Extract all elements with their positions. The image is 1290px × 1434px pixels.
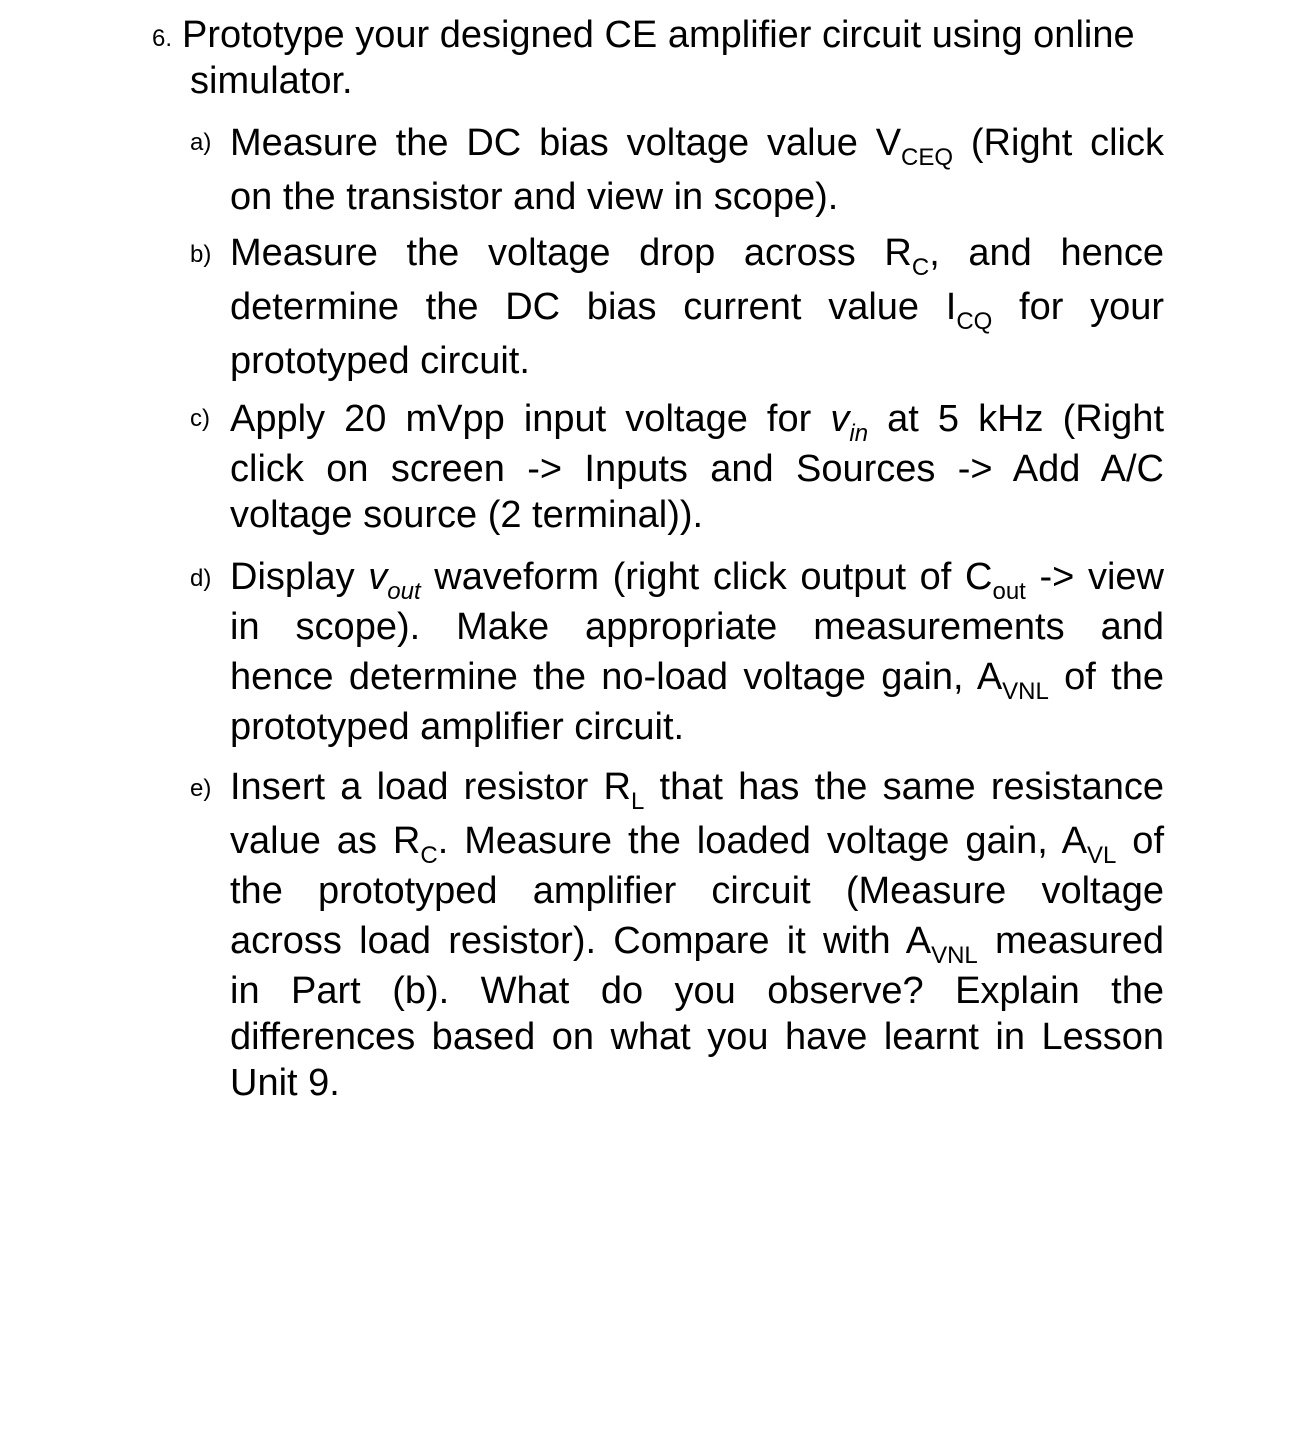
subscript <box>387 578 420 605</box>
subscript: CEQ <box>901 144 954 171</box>
text-run: determine the DC bias current value I <box>230 286 957 328</box>
text-line <box>230 226 1164 280</box>
text-line: the prototyped amplifier circuit (Measure voltage <box>230 870 1164 912</box>
text-run: that has the same resistance <box>644 766 1165 808</box>
text-run: Insert a load resistor R <box>230 766 631 808</box>
text-line: prototyped circuit. <box>230 340 530 382</box>
question-line: Prototype your designed CE amplifier circuit using online <box>182 14 1135 56</box>
subscript: C <box>911 254 930 281</box>
question-6 <box>152 12 1164 104</box>
text-line <box>230 914 1164 968</box>
text-run: of the <box>1048 656 1164 698</box>
question-text <box>182 12 1164 104</box>
part-c <box>190 392 1164 538</box>
part-marker: b) <box>190 241 212 268</box>
text-run: hence determine the no-load voltage gain, A <box>230 656 1003 698</box>
part-marker: e) <box>190 775 212 802</box>
text-run: Measure the voltage drop across R <box>230 232 912 274</box>
text-run: across load resistor). Compare it with A <box>230 920 932 962</box>
part-e-text <box>230 760 1164 1106</box>
part-d-text <box>230 550 1164 750</box>
text-line: click on screen -> Inputs and Sources -> Add A/C <box>230 448 1164 490</box>
part-c-text <box>230 392 1164 538</box>
text-line <box>230 550 1164 604</box>
subscript-italic: out <box>387 578 421 605</box>
text-run: at 5 kHz (Right <box>868 398 1164 440</box>
text-line: Unit 9. <box>230 1062 340 1104</box>
variable: v <box>368 556 388 598</box>
subscript: VNL <box>1002 678 1049 705</box>
text-run: -> view <box>1025 556 1165 598</box>
subscript: out <box>992 578 1026 605</box>
subscript: C <box>420 842 438 869</box>
text-run: for your <box>992 286 1164 328</box>
text-run: (Right click <box>953 122 1164 164</box>
text-run: , and hence <box>929 232 1164 274</box>
part-b <box>190 226 1164 388</box>
text-line <box>230 650 1164 704</box>
question-line: simulator. <box>190 60 353 102</box>
text-run: Measure the DC bias voltage value V <box>230 122 902 164</box>
text-line: in scope). Make appropriate measurements and <box>230 606 1164 648</box>
text-run: of <box>1116 820 1164 862</box>
text-line: prototyped amplifier circuit. <box>230 706 685 748</box>
text-line: differences based on what you have learnt in Lesson <box>230 1016 1164 1058</box>
part-marker: c) <box>190 405 210 432</box>
part-marker: d) <box>190 565 212 592</box>
text-line <box>230 760 1164 814</box>
variable: v <box>830 398 850 440</box>
text-run: value as R <box>230 820 421 862</box>
subscript <box>849 420 868 447</box>
subscript: VL <box>1086 842 1117 869</box>
part-d <box>190 550 1164 750</box>
part-a-text <box>230 116 1164 224</box>
text-line <box>230 280 1164 334</box>
text-run: measured <box>977 920 1164 962</box>
subscript: L <box>630 788 645 815</box>
text-line <box>230 116 1164 170</box>
text-line <box>230 392 1164 446</box>
part-a <box>190 116 1164 224</box>
subscript-italic: in <box>849 420 869 447</box>
text-line <box>230 814 1164 868</box>
subscript: VNL <box>931 942 978 969</box>
part-e <box>190 760 1164 1106</box>
text-run: . Measure the loaded voltage gain, A <box>437 820 1087 862</box>
text-line: voltage source (2 terminal)). <box>230 494 704 536</box>
part-marker: a) <box>190 129 212 156</box>
text-line: in Part (b). What do you observe? Explain the <box>230 970 1164 1012</box>
text-run: waveform (right click output of C <box>420 556 993 598</box>
text-line: on the transistor and view in scope). <box>230 176 839 218</box>
text-run: Display <box>230 556 369 598</box>
part-b-text <box>230 226 1164 388</box>
question-number: 6. <box>152 25 173 52</box>
text-run: Apply 20 mVpp input voltage for <box>230 398 831 440</box>
subscript: CQ <box>956 308 993 335</box>
